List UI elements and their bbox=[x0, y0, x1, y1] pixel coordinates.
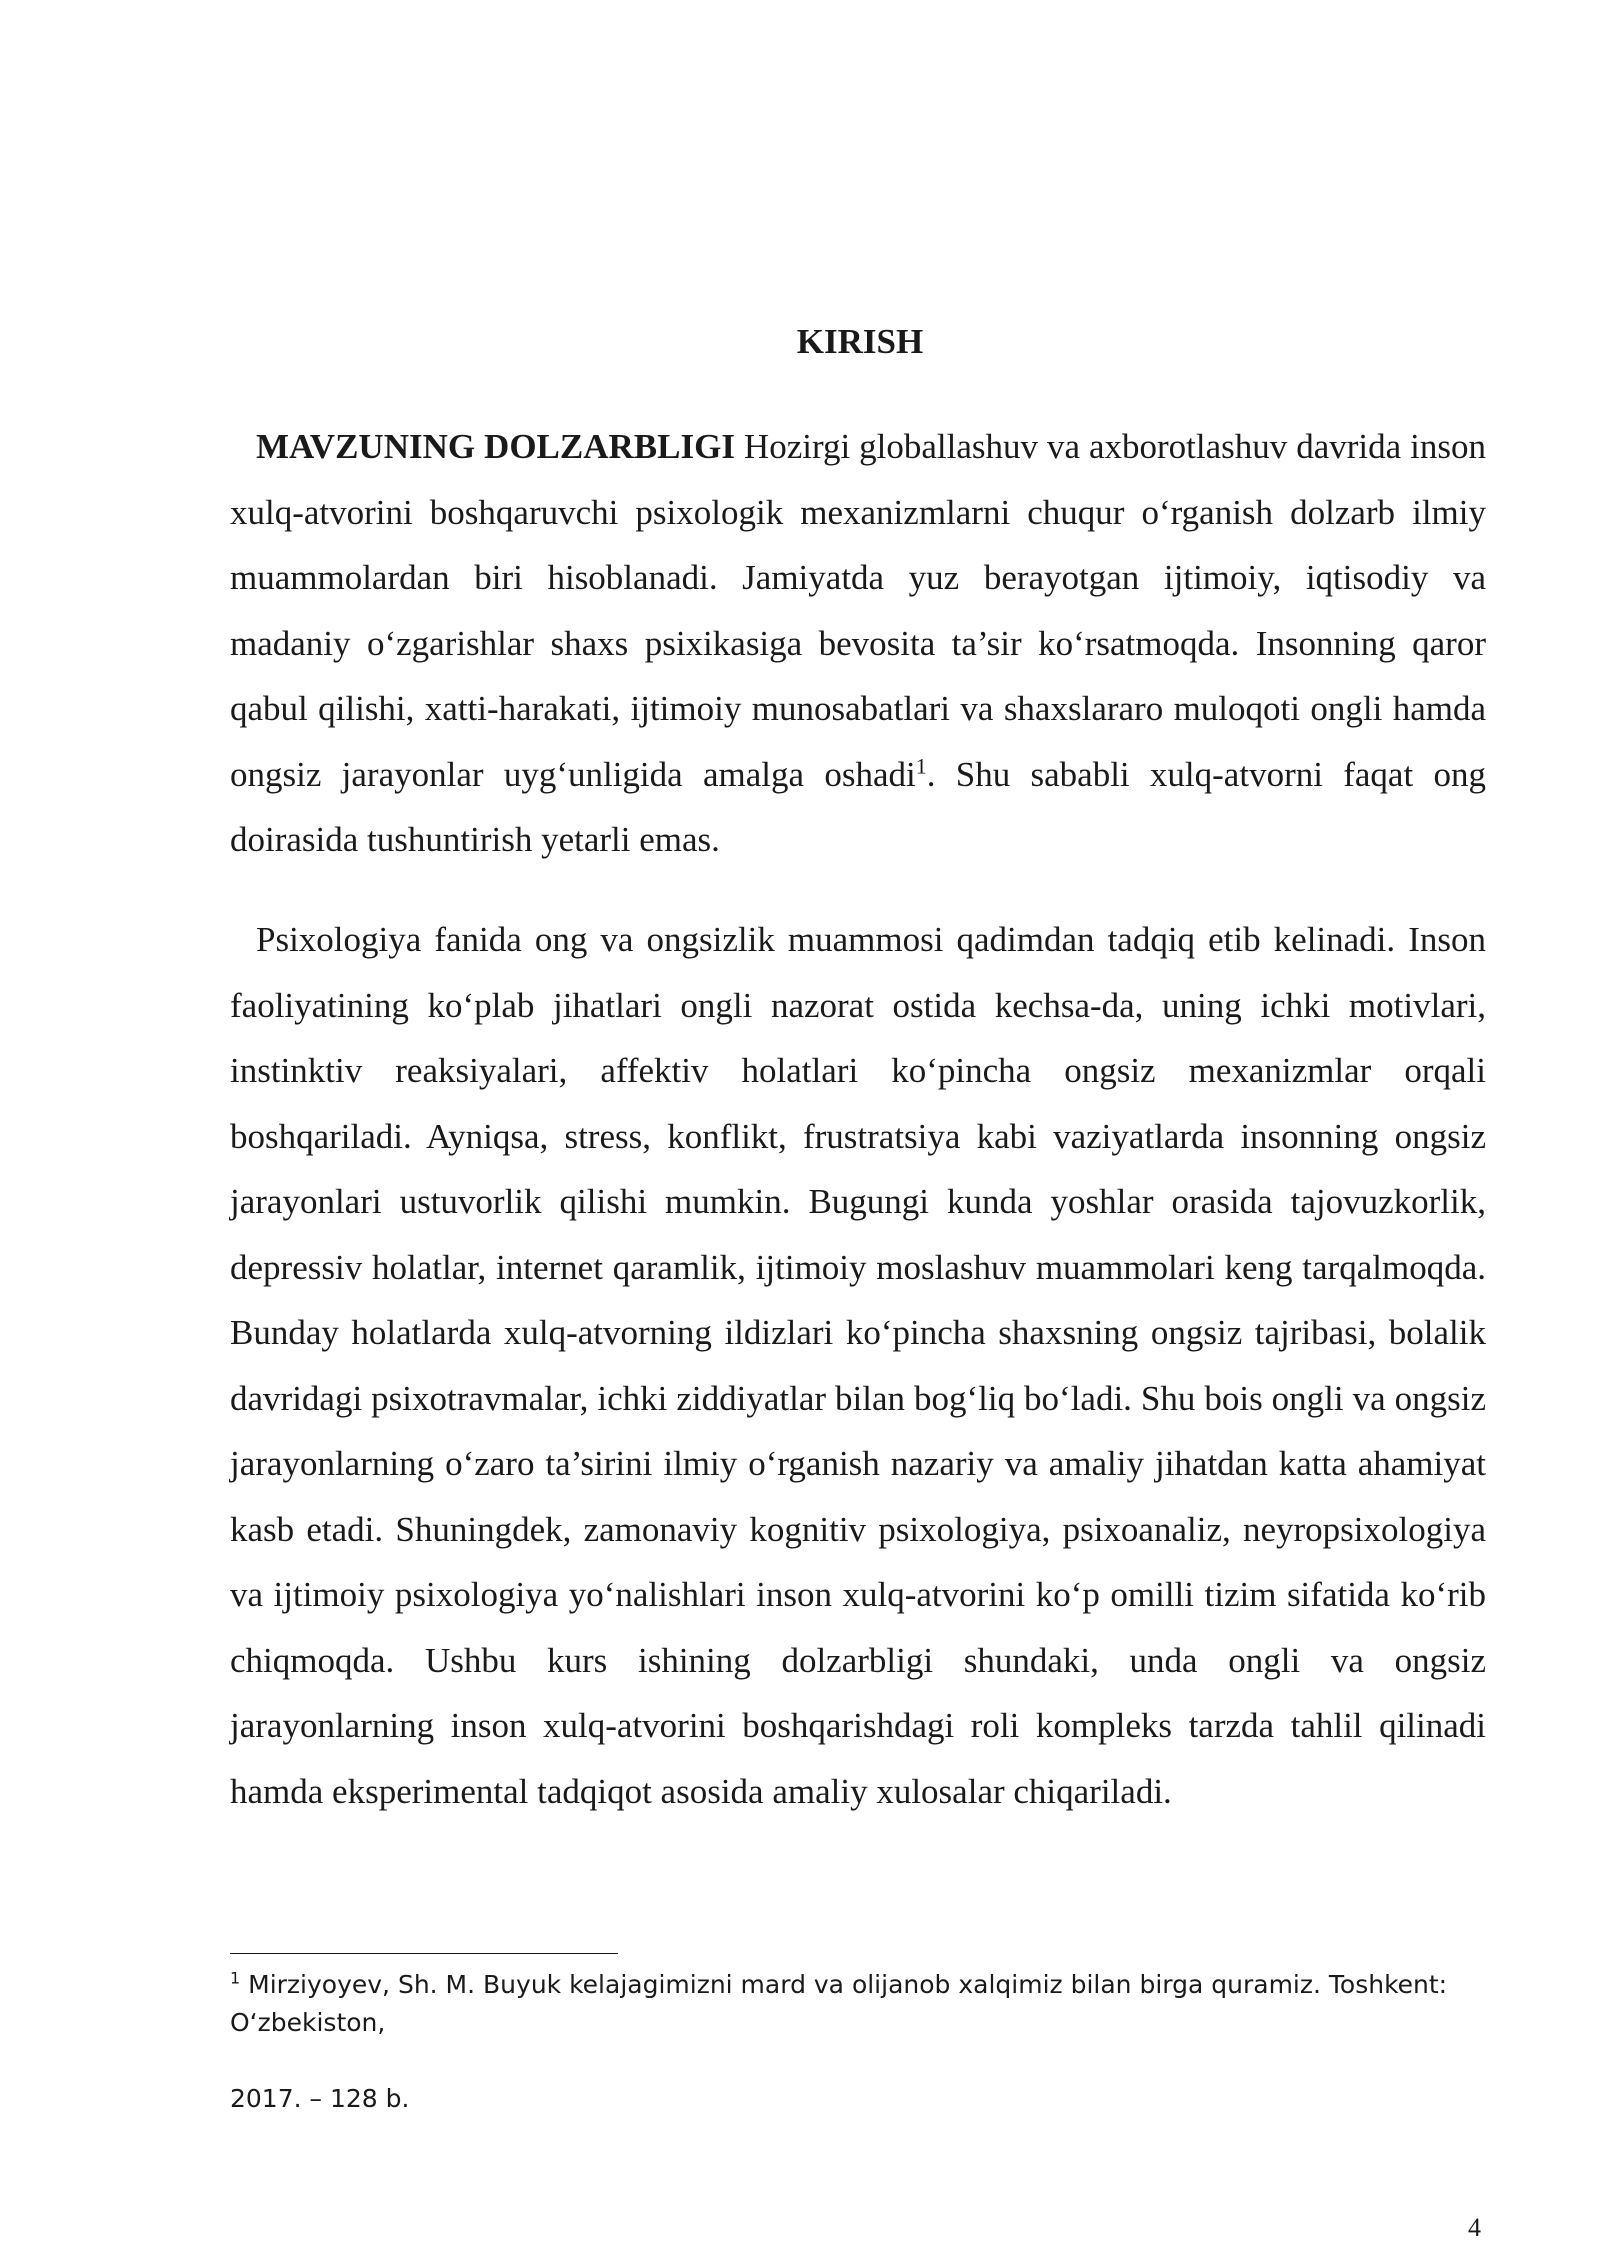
paragraph-psychology bbox=[230, 907, 1486, 1824]
footnote-separator bbox=[230, 1953, 618, 1954]
paragraph-text-continuation: . Shu sababli xulq-atvorni faqat ong doirasida tushuntirish yetarli emas. bbox=[230, 754, 1486, 859]
paragraph-relevance bbox=[230, 414, 1486, 873]
footnote-marker: 1 bbox=[230, 1968, 241, 1988]
relevance-lead-title: MAVZUNING DOLZARBLIGI bbox=[256, 427, 735, 466]
footnote-text: Mirziyoyev, Sh. M. Buyuk kelajagimizni mard va olijanob xalqimiz bilan birga quramiz. Toshkent: O‘zbekiston, bbox=[230, 1970, 1448, 2037]
page-number: 4 bbox=[1468, 2213, 1481, 2242]
paragraph-text: Hozirgi globallashuv va axborotlashuv davrida inson xulq-atvorini boshqaruvchi psixologik mexanizmlarni chuqur o‘rganish dolzarb ilmiy muammolardan biri hisoblanadi. Jamiyatda yuz berayotgan ijtimoiy, iqtisodiy va madaniy o‘zgarishlar shaxs psixikasiga bevosita ta’sir ko‘rsatmoqda. Insonning qaror qabul qilishi, xatti-harakati, ijtimoiy munosabatlari va shaxslararo muloqoti ongli hamda ongsiz jarayonlar uyg‘unligida amalga oshadi bbox=[230, 427, 1486, 794]
footnote bbox=[230, 1966, 1490, 2042]
footnote-continuation: 2017. – 128 b. bbox=[230, 2084, 410, 2113]
footnote-reference[interactable]: 1 bbox=[915, 752, 927, 778]
paragraph-text: Psixologiya fanida ong va ongsizlik muammosi qadimdan tadqiq etib kelinadi. Inson faoliyatining ko‘plab jihatlari ongli nazorat ostida kechsa-da, uning ichki motivlari, instinktiv reaksiyalari, affektiv holatlari ko‘pincha ongsiz mexanizmlar orqali boshqariladi. Ayniqsa, stress, konflikt, frustratsiya kabi vaziyatlarda insonning ongsiz jarayonlari ustuvorlik qilishi mumkin. Bugungi kunda yoshlar orasida tajovuzkorlik, depressiv holatlar, internet qaramlik, ijtimoiy moslashuv muammolari keng tarqalmoqda. Bunday holatlarda xulq-atvorning ildizlari ko‘pincha shaxsning ongsiz tajribasi, bolalik davridagi psixotravmalar, ichki ziddiyatlar bilan bog‘liq bo‘ladi. Shu bois ongli va ongsiz jarayonlarning o‘zaro ta’sirini ilmiy o‘rganish nazariy va amaliy jihatdan katta ahamiyat kasb etadi. Shuningdek, zamonaviy kognitiv psixologiya, psixoanaliz, neyropsixologiya va ijtimoiy psixologiya yo‘nalishlari inson xulq-atvorini ko‘p omilli tizim sifatida ko‘rib chiqmoqda. Ushbu kurs ishining dolzarbligi shundaki, unda ongli va ongsiz jarayonlarning inson xulq-atvorini boshqarishdagi roli kompleks tarzda tahlil qilinadi hamda eksperimental tadqiqot asosida amaliy xulosalar chiqariladi. bbox=[230, 920, 1486, 1811]
section-heading: KIRISH bbox=[796, 322, 924, 361]
